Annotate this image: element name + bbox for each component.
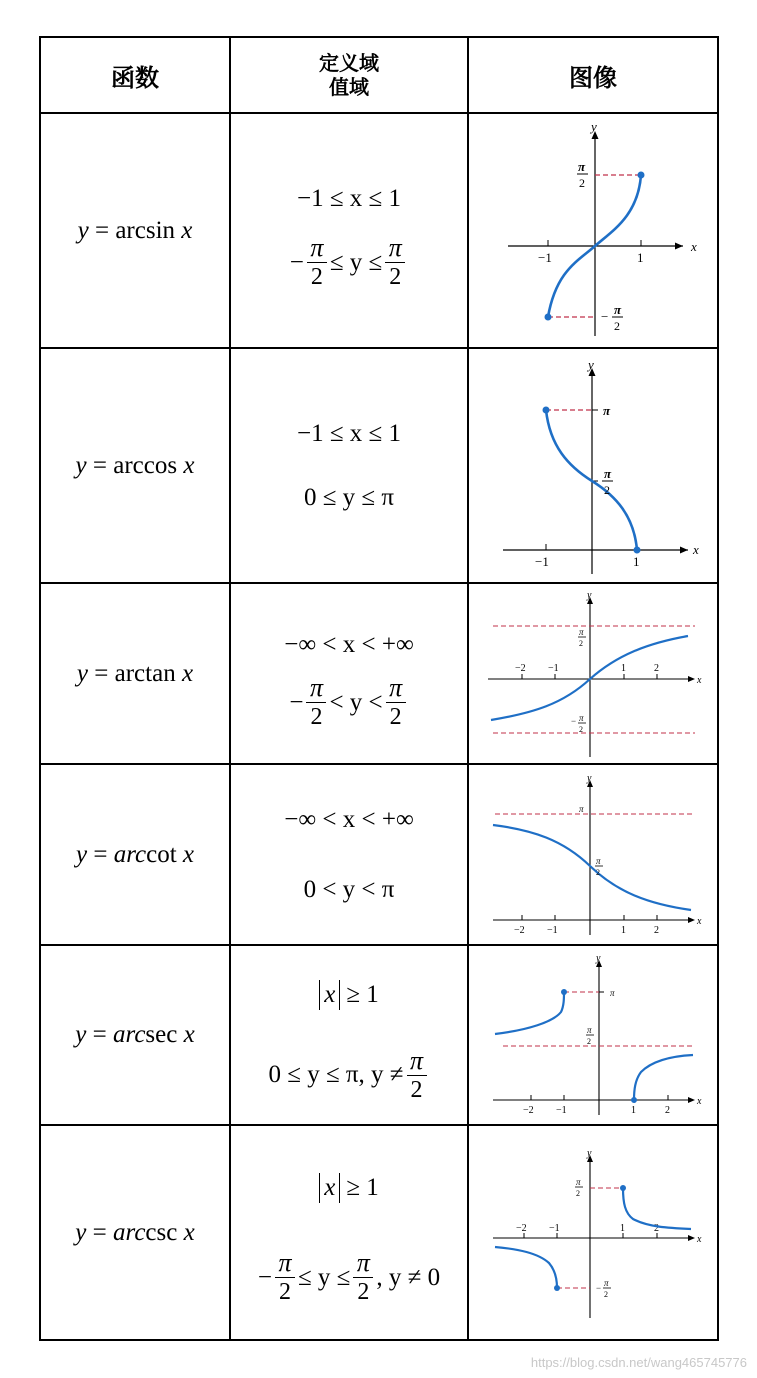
header-function: 函数: [40, 37, 230, 113]
func-y: y: [75, 840, 88, 868]
tick-label: −2: [514, 924, 525, 936]
endpoint: [554, 1285, 560, 1291]
function-cell: [40, 764, 230, 945]
func-y: y: [75, 1021, 87, 1048]
x-arrow: [688, 1235, 695, 1241]
tick-label: 1: [637, 249, 644, 265]
header-range: 值域: [329, 75, 369, 99]
range: [231, 1233, 467, 1323]
func-eq: =: [88, 659, 115, 687]
x-label: x: [697, 915, 702, 927]
range: [231, 231, 467, 295]
domain: [231, 1143, 467, 1233]
row-arctan: [40, 583, 718, 764]
func-eq: =: [86, 451, 114, 479]
domain: [231, 955, 467, 1035]
tick-label: −2: [516, 1222, 527, 1234]
curve: [495, 1247, 557, 1288]
tick-label: 2: [654, 924, 659, 936]
range-mid: < y <: [329, 688, 383, 716]
func-y: y: [75, 451, 87, 479]
function-cell: [40, 583, 230, 764]
label-pi: π: [610, 988, 615, 998]
func-x: x: [182, 840, 195, 868]
domain-range-cell: [230, 348, 468, 583]
inverse-trig-table: [39, 36, 719, 1341]
range-tail: , y ≠ 0: [376, 1263, 441, 1291]
arccot-graph: [483, 770, 703, 940]
row-arcsec: [40, 945, 718, 1125]
row-arcsin: [40, 113, 718, 348]
func-eq: =: [88, 216, 116, 244]
y-label: y: [587, 772, 592, 784]
domain: −1 ≤ x ≤ 1: [296, 419, 402, 447]
func-x: x: [183, 1021, 195, 1048]
header-graph: 图像: [468, 37, 718, 113]
label-pi: π: [578, 158, 586, 174]
label-neg: −: [571, 715, 577, 726]
label-neg: −: [596, 1282, 602, 1293]
func-eq: =: [86, 1021, 114, 1048]
label-pi: π: [604, 1277, 609, 1288]
row-arccot: [40, 764, 718, 945]
graph-cell: [468, 583, 718, 764]
fraction: [307, 234, 327, 291]
row-arccsc: [40, 1125, 718, 1340]
range: [231, 1035, 467, 1115]
abs-x: x: [319, 1173, 340, 1203]
domain: −1 ≤ x ≤ 1: [296, 184, 402, 212]
header-row: [40, 37, 718, 113]
x-label: x: [691, 238, 697, 254]
row-arccos: [40, 348, 718, 583]
frac-num: π: [309, 673, 323, 702]
label-2: 2: [587, 1037, 591, 1046]
domain-rest: ≥ 1: [346, 981, 379, 1008]
curve: [634, 1055, 693, 1100]
arccsc-graph: [483, 1143, 703, 1323]
domain-rest: ≥ 1: [346, 1173, 379, 1201]
label-pi: π: [603, 402, 611, 418]
label-pi: π: [614, 301, 622, 317]
range-mid: ≤ y ≤: [329, 248, 383, 276]
tick-label: 1: [621, 662, 626, 674]
frac-num: π: [310, 233, 324, 262]
graph-cell: [468, 348, 718, 583]
func-arc: arc: [113, 1021, 146, 1048]
fraction: [275, 1249, 295, 1306]
tick-label: 2: [654, 1222, 659, 1234]
frac-num: π: [356, 1248, 370, 1277]
tick-label: 2: [654, 662, 659, 674]
arctan-graph: [483, 589, 703, 759]
y-label: y: [587, 1147, 592, 1159]
tick-label: 1: [620, 1222, 625, 1234]
tick-label: 1: [631, 1105, 636, 1116]
func-arc: arc: [113, 1218, 146, 1246]
func-x: x: [181, 659, 194, 687]
domain: −∞ < x < +∞: [284, 630, 414, 658]
domain-range-cell: [230, 1125, 468, 1340]
x-label: x: [697, 674, 702, 686]
range-neg: −: [257, 1263, 272, 1291]
fraction: [407, 1047, 427, 1104]
range-neg: −: [289, 688, 304, 716]
label-pi: π: [579, 803, 584, 814]
frac-den: 2: [407, 1075, 427, 1104]
x-arrow: [675, 242, 683, 249]
label-pi: π: [587, 1025, 592, 1035]
label-pi: π: [579, 626, 584, 637]
arcsec-graph: [483, 950, 703, 1120]
endpoint: [620, 1185, 626, 1191]
arccos-graph: [488, 356, 698, 576]
curve: [495, 992, 564, 1034]
frac-num: π: [389, 673, 403, 702]
func-name: sec: [145, 1021, 178, 1048]
domain-range-cell: [230, 113, 468, 348]
label-2: 2: [596, 867, 600, 877]
endpoint: [634, 546, 641, 553]
func-x: x: [183, 451, 195, 479]
tick-label: −1: [556, 1105, 567, 1116]
range-mid: ≤ y ≤: [297, 1263, 351, 1291]
label-2: 2: [604, 482, 610, 497]
header-domain: 定义域: [319, 51, 379, 75]
func-name: cot: [146, 840, 177, 868]
endpoint: [545, 313, 552, 320]
frac-den: 2: [353, 1277, 373, 1306]
header-domain-range: [230, 37, 468, 113]
fraction: [306, 674, 326, 731]
y-label: y: [587, 589, 592, 601]
func-name: arccos: [113, 451, 178, 479]
frac-num: π: [410, 1045, 424, 1075]
x-arrow: [688, 917, 695, 923]
frac-den: 2: [275, 1277, 295, 1306]
label-neg: −: [601, 308, 609, 324]
label-2: 2: [604, 1289, 608, 1299]
tick-label: −1: [549, 1222, 560, 1234]
y-label: y: [591, 118, 597, 134]
function-cell: [40, 348, 230, 583]
tick-label: −2: [523, 1105, 534, 1116]
graph-cell: [468, 113, 718, 348]
function-cell: [40, 113, 230, 348]
fraction: [353, 1249, 373, 1306]
tick-label: −1: [535, 553, 549, 569]
tick-label: −1: [548, 662, 559, 674]
domain-range-cell: [230, 945, 468, 1125]
graph-cell: [468, 1125, 718, 1340]
label-2: 2: [614, 318, 620, 333]
curve: [493, 825, 691, 910]
func-arc: arc: [113, 840, 147, 868]
label-pi: π: [579, 712, 584, 723]
arcsin-graph: [488, 118, 698, 341]
x-arrow: [680, 546, 688, 553]
range-pre: 0 ≤ y ≤ π, y ≠: [268, 1061, 404, 1088]
y-label: y: [596, 953, 601, 964]
range: 0 < y < π: [303, 875, 395, 903]
x-label: x: [697, 1096, 702, 1107]
tick-label: 1: [633, 553, 640, 569]
fraction: [385, 234, 405, 291]
label-pi: π: [604, 465, 612, 481]
func-eq: =: [86, 1218, 114, 1246]
label-2: 2: [576, 1188, 580, 1198]
frac-den: 2: [307, 262, 327, 291]
func-name: arctan: [114, 659, 176, 687]
graph-cell: [468, 945, 718, 1125]
tick-label: 1: [621, 924, 626, 936]
tick-label: −1: [538, 249, 552, 265]
domain-range-cell: [230, 583, 468, 764]
endpoint: [543, 406, 550, 413]
frac-num: π: [388, 233, 402, 262]
frac-num: π: [278, 1248, 292, 1277]
tick-label: 2: [665, 1105, 670, 1116]
func-eq: =: [87, 840, 114, 868]
tick-label: −1: [547, 924, 558, 936]
range-neg: −: [289, 248, 304, 276]
y-label: y: [588, 356, 594, 372]
frac-den: 2: [385, 262, 405, 291]
func-x: x: [181, 216, 193, 244]
range: 0 ≤ y ≤ π: [303, 483, 395, 511]
endpoint: [631, 1097, 637, 1103]
frac-den: 2: [306, 702, 326, 731]
label-pi: π: [596, 855, 601, 866]
domain: −∞ < x < +∞: [284, 805, 414, 833]
label-pi: π: [576, 1176, 581, 1187]
x-arrow: [688, 676, 695, 682]
abs-x: x: [319, 980, 340, 1010]
label-2: 2: [579, 638, 583, 648]
function-cell: [40, 945, 230, 1125]
fraction: [386, 674, 406, 731]
func-y: y: [75, 1218, 87, 1246]
func-y: y: [77, 216, 89, 244]
x-label: x: [693, 541, 699, 557]
x-label: x: [697, 1233, 702, 1245]
frac-den: 2: [386, 702, 406, 731]
watermark: https://blog.csdn.net/wang465745776: [530, 1355, 747, 1370]
label-2: 2: [579, 175, 585, 190]
endpoint: [638, 171, 645, 178]
graph-cell: [468, 764, 718, 945]
tick-label: −2: [515, 662, 526, 674]
func-name: arcsin: [115, 216, 176, 244]
x-arrow: [688, 1097, 695, 1103]
endpoint: [561, 989, 567, 995]
label-2: 2: [579, 724, 583, 734]
func-name: csc: [145, 1218, 178, 1246]
func-x: x: [183, 1218, 195, 1246]
domain-range-cell: [230, 764, 468, 945]
function-cell: [40, 1125, 230, 1340]
range: [231, 674, 467, 732]
func-y: y: [76, 659, 89, 687]
